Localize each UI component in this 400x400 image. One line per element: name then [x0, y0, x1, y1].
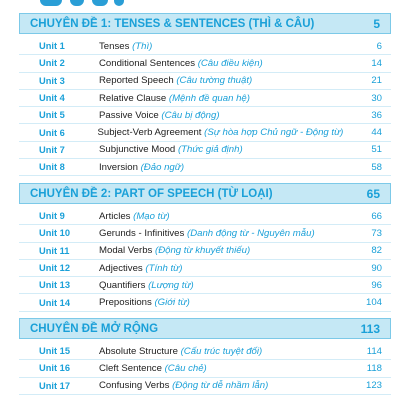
- unit-number: Unit 17: [39, 380, 70, 391]
- decoration-blob: [92, 0, 108, 6]
- decoration-blob: [114, 0, 124, 6]
- unit-number: Unit 4: [39, 93, 65, 104]
- unit-number: Unit 7: [39, 144, 65, 155]
- unit-page: 36: [371, 109, 382, 121]
- toc-section-2: [19, 183, 391, 312]
- toc-row[interactable]: [19, 159, 391, 176]
- unit-page: 123: [365, 380, 382, 392]
- unit-page: 118: [366, 362, 382, 374]
- unit-page: 90: [371, 262, 382, 274]
- unit-title: Articles (Mạo từ): [99, 210, 170, 222]
- unit-page: 73: [371, 227, 382, 239]
- unit-title: Confusing Verbs (Động từ dễ nhầm lẫn): [99, 380, 269, 392]
- section-header[interactable]: [19, 13, 391, 34]
- unit-title: Conditional Sentences (Câu điều kiện): [99, 57, 263, 69]
- unit-number: Unit 16: [39, 363, 70, 374]
- unit-number: Unit 2: [39, 58, 65, 69]
- toc-row[interactable]: [19, 294, 391, 311]
- unit-title: Adjectives (Tính từ): [99, 262, 183, 274]
- unit-number: Unit 6: [39, 127, 65, 138]
- toc-row[interactable]: [19, 124, 391, 141]
- toc-row[interactable]: [19, 243, 391, 260]
- unit-list: [19, 343, 391, 395]
- unit-title: Passive Voice (Câu bị động): [99, 109, 220, 121]
- toc-row[interactable]: [19, 38, 391, 55]
- unit-number: Unit 8: [39, 162, 65, 173]
- toc-row[interactable]: [19, 142, 391, 159]
- unit-page: 66: [371, 210, 382, 222]
- toc-row[interactable]: [19, 208, 391, 225]
- section-page: 65: [366, 186, 380, 201]
- unit-number: Unit 11: [39, 245, 70, 256]
- section-header[interactable]: [19, 183, 391, 204]
- unit-title: Quantifiers (Lượng từ): [99, 279, 194, 291]
- section-title: CHUYÊN ĐỀ 2: PART OF SPEECH (TỪ LOẠI): [30, 187, 273, 200]
- unit-page: 82: [371, 245, 382, 257]
- toc-row[interactable]: [19, 360, 391, 377]
- section-header[interactable]: [19, 318, 391, 339]
- section-title: CHUYÊN ĐỀ MỞ RỘNG: [30, 322, 159, 335]
- unit-page: 21: [371, 75, 382, 87]
- toc-row[interactable]: [19, 73, 391, 90]
- unit-page: 58: [371, 161, 382, 173]
- section-page: 5: [373, 16, 380, 31]
- unit-title: Subjunctive Mood (Thức giả định): [99, 144, 243, 156]
- unit-page: 114: [366, 345, 382, 357]
- toc-row[interactable]: [19, 277, 391, 294]
- unit-title: Prepositions (Giới từ): [99, 297, 190, 309]
- unit-number: Unit 9: [39, 211, 65, 222]
- unit-title: Modal Verbs (Động từ khuyết thiếu): [99, 245, 251, 257]
- unit-number: Unit 5: [39, 110, 65, 121]
- unit-title: Tenses (Thì): [99, 40, 153, 52]
- unit-page: 51: [371, 144, 382, 156]
- unit-page: 14: [371, 57, 382, 69]
- toc-row[interactable]: [19, 55, 391, 72]
- toc-section-1: [19, 13, 391, 176]
- toc-row[interactable]: [19, 260, 391, 277]
- toc-row[interactable]: [19, 378, 391, 395]
- unit-number: Unit 15: [39, 346, 70, 357]
- decoration-blob: [40, 0, 62, 6]
- unit-page: 104: [365, 297, 382, 309]
- unit-number: Unit 10: [39, 228, 70, 239]
- unit-number: Unit 13: [39, 280, 70, 291]
- unit-title: Gerunds - Infinitives (Danh động từ - Nguyên mẫu): [99, 227, 315, 239]
- unit-title: Cleft Sentence (Câu chẻ): [99, 362, 207, 374]
- toc-row[interactable]: [19, 225, 391, 242]
- unit-number: Unit 12: [39, 263, 70, 274]
- unit-number: Unit 14: [39, 297, 70, 308]
- toc-row[interactable]: [19, 343, 391, 360]
- unit-title: Relative Clause (Mệnh đề quan hệ): [99, 92, 250, 104]
- unit-number: Unit 3: [39, 75, 65, 86]
- unit-list: [19, 208, 391, 312]
- toc-row[interactable]: [19, 107, 391, 124]
- unit-title: Reported Speech (Câu tường thuật): [99, 75, 253, 87]
- decoration-blob: [70, 0, 84, 6]
- unit-number: Unit 1: [39, 41, 65, 52]
- section-title: CHUYÊN ĐỀ 1: TENSES & SENTENCES (THÌ & CÂU): [30, 17, 315, 30]
- unit-title: Absolute Structure (Cấu trúc tuyệt đối): [99, 345, 263, 357]
- unit-page: 30: [371, 92, 382, 104]
- unit-page: 44: [371, 127, 382, 139]
- toc-row[interactable]: [19, 90, 391, 107]
- unit-page: 96: [371, 279, 382, 291]
- unit-title: Inversion (Đảo ngữ): [99, 161, 185, 173]
- unit-page: 6: [376, 40, 382, 52]
- top-decoration: [0, 0, 400, 10]
- unit-list: [19, 38, 391, 176]
- unit-title: Subject-Verb Agreement (Sự hòa hợp Chủ ngữ - Động từ): [97, 127, 344, 139]
- section-page: 113: [360, 321, 380, 336]
- toc-section-extended: [19, 318, 391, 395]
